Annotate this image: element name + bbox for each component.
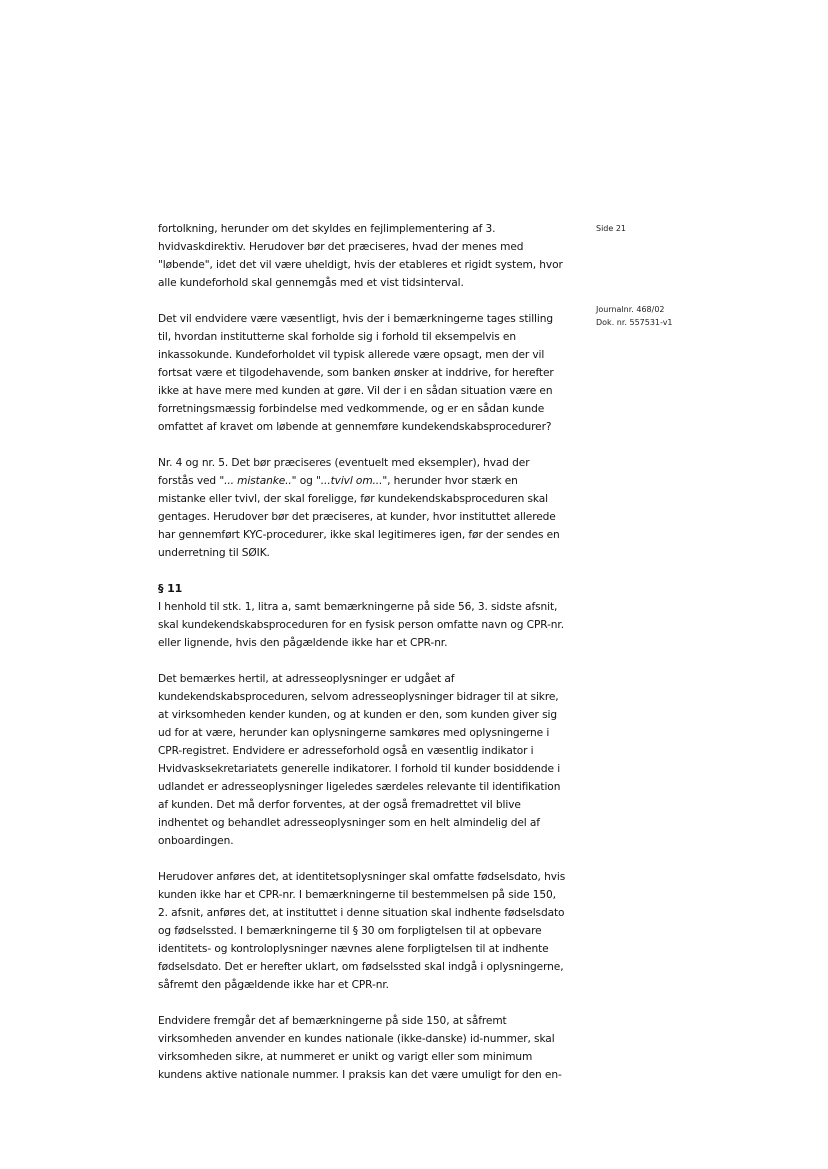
paragraph-2: Det vil endvidere være væsentligt, hvis der i bemærkningerne tages stilling til, hvordan institutterne skal forholde sig i forhold til eksempelvis en inkassokunde. Kundeforholdet vil typisk allerede være opsagt, men der vil fortsat være et tilgodehavende, som banken ønsker at inddrive, for herefter ikke at have mere med kunden at gøre. Vil der i en sådan situation være en forretningsmæssig forbindelse med vedkommende, og er en sådan kunde omfattet af kravet om løbende at gennemføre kundekendskabsprocedurer? <box>158 313 554 433</box>
paragraph-1: fortolkning, herunder om det skyldes en fejlimplementering af 3. hvidvaskdirektiv. Herudover bør det præciseres, hvad der menes med "løbende", idet det vil være uheldigt, hvis der etableres et rigidt system, hvor alle kundeforhold skal gennemgås med et vist tidsinterval. <box>158 223 563 289</box>
quote-tvivl: "...tvivl om..." <box>316 475 388 487</box>
paragraph-7: Endvidere fremgår det af bemærkningerne på side 150, at såfremt virksomheden anvender en kundes nationale (ikke-danske) id-nummer, skal virksomheden sikre, at nummeret er unikt og varigt eller som minimum kundens aktive nationale nummer. I praksis kan det være umuligt for den en- <box>158 1015 562 1081</box>
page-number: Side 21 <box>596 224 627 233</box>
paragraph-3-og: og <box>296 475 317 487</box>
paragraph-5: Det bemærkes hertil, at adresseoplysninger er udgået af kundekendskabsproceduren, selvom adresseoplysninger bidrager til at sikre, at virksomheden kender kunden, og at kunden er den, som kunden giver sig ud for at være, herunder kan oplysningerne samkøres med oplysningerne i CPR-registret. Endvidere er adresseforhold også en væsentlig indikator i Hvidvasksekretariatets generelle indikatorer. I forhold til kunder bosiddende i udlandet er adresseoplysninger ligeledes særdeles relevante til identifikation af kunden. Det må derfor forventes, at der også fremadrettet vil blive indhentet og behandlet adresseoplysninger som en helt almindelig del af onboardingen. <box>158 673 561 847</box>
document-number: Dok. nr. 557531-v1 <box>596 318 673 327</box>
document-reference <box>596 303 673 329</box>
paragraph-3-text-a: Nr. 4 og nr. 5. Det bør præciseres (eventuelt med eksempler), hvad der forstås ved <box>158 457 530 487</box>
paragraph-3 <box>158 454 566 562</box>
paragraph-3-text-b: , herunder hvor stærk en mistanke eller tvivl, der skal foreligge, før kundekendskabsproceduren skal gentages. Herudover bør det præciseres, at kunder, hvor instituttet allerede har gennemført KYC-procedurer, ikke skal legitimeres igen, før der sendes en underretning til SØIK. <box>158 475 560 559</box>
body-text <box>158 220 566 1102</box>
paragraph-6: Herudover anføres det, at identitetsoplysninger skal omfatte fødselsdato, hvis kunden ikke har et CPR-nr. I bemærkningerne til bestemmelsen på side 150, 2. afsnit, anføres det, at instituttet i denne situation skal indhente fødselsdato og fødselssted. I bemærkningerne til § 30 om forpligtelsen til at opbevare identitets- og kontroloplysninger nævnes alene forpligtelsen til at indhente fødselsdato. Det er herefter uklart, om fødselssted skal indgå i oplysningerne, såfremt den pågældende ikke har et CPR-nr. <box>158 871 566 991</box>
paragraph-4: I henhold til stk. 1, litra a, samt bemærkningerne på side 56, 3. sidste afsnit, skal kundekendskabsproceduren for en fysisk person omfatte navn og CPR-nr. eller lignende, hvis den pågældende ikke har et CPR-nr. <box>158 601 564 649</box>
journal-number: Journalnr. 468/02 <box>596 305 665 314</box>
quote-mistanke: "... mistanke.." <box>219 475 297 487</box>
section-heading: § 11 <box>158 582 183 595</box>
